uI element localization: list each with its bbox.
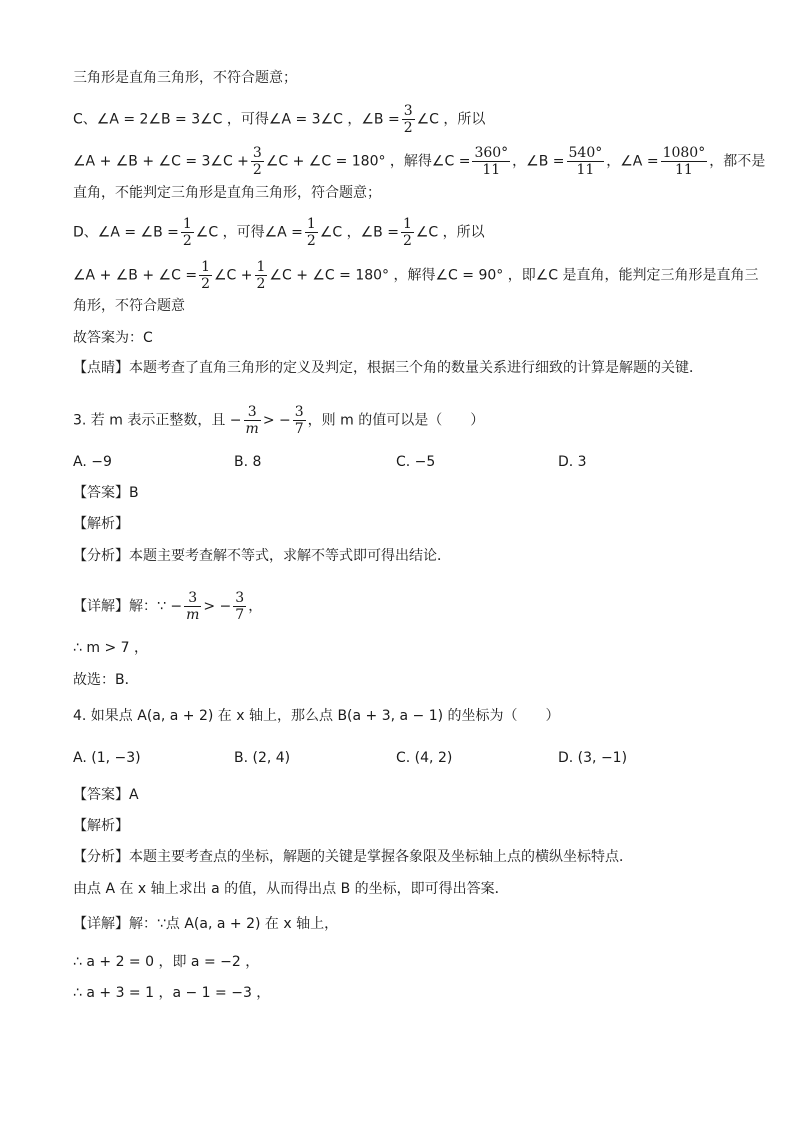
denominator: 2 bbox=[403, 120, 413, 136]
text-segment: > − bbox=[203, 598, 232, 615]
option-d: D. 3 bbox=[558, 454, 587, 470]
fraction bbox=[293, 404, 306, 437]
analysis-label: 【解析】 bbox=[73, 516, 129, 532]
fraction bbox=[661, 145, 708, 178]
detail-line bbox=[73, 590, 262, 623]
option-b: B. (2, 4) bbox=[234, 750, 291, 766]
text-line: 角形，不符合题意 bbox=[73, 298, 185, 314]
numerator: 3 bbox=[294, 404, 304, 420]
numerator: 1 bbox=[182, 216, 192, 232]
text-segment: D、∠A = ∠B = bbox=[73, 224, 179, 241]
fraction bbox=[199, 259, 212, 292]
question-4-stem: 4. 如果点 A(a, a + 2) 在 x 轴上，那么点 B(a + 3, a − 1) 的坐标为（ ） bbox=[73, 708, 560, 724]
analysis-text: 【分析】本题主要考查解不等式，求解不等式即可得出结论． bbox=[73, 548, 451, 564]
text-segment: C、∠A = 2∠B = 3∠C ，可得∠A = 3∠C ，∠B = bbox=[73, 111, 400, 128]
text-line: 三角形是直角三角形，不符合题意； bbox=[73, 70, 297, 86]
option-d: D. (3, −1) bbox=[558, 750, 628, 766]
numerator: 3 bbox=[188, 590, 198, 606]
text-segment: ∠C ，∠B = bbox=[319, 224, 399, 241]
numerator: 3 bbox=[235, 590, 245, 606]
analysis-text-2: 由点 A 在 x 轴上求出 a 的值，从而得出点 B 的坐标，即可得出答案． bbox=[73, 881, 509, 897]
question-3-stem bbox=[73, 404, 484, 437]
denominator: 2 bbox=[402, 233, 412, 249]
text-segment: ∠C ，所以 bbox=[416, 111, 486, 128]
fraction bbox=[305, 216, 318, 249]
text-segment: ∠C + bbox=[213, 267, 253, 284]
analysis-label: 【解析】 bbox=[73, 818, 129, 834]
text-segment: ∠A + ∠B + ∠C = 3∠C + bbox=[73, 153, 249, 170]
numerator: 1 bbox=[256, 259, 266, 275]
option-a: A. −9 bbox=[73, 454, 112, 470]
fraction bbox=[567, 145, 605, 178]
denominator: 11 bbox=[567, 161, 605, 178]
numerator: 3 bbox=[247, 404, 257, 420]
text-segment: ，∠B = bbox=[512, 153, 565, 170]
answer-label: 【答案】A bbox=[73, 787, 139, 803]
numerator: 1080° bbox=[662, 145, 706, 161]
text-segment: ，都不是 bbox=[709, 153, 766, 170]
fraction bbox=[184, 590, 201, 623]
text-segment: 【详解】解：∵ − bbox=[73, 598, 183, 615]
option-c: C. −5 bbox=[396, 454, 436, 470]
text-segment: ∠C ，可得∠A = bbox=[195, 224, 303, 241]
option-c-equation bbox=[73, 145, 765, 178]
note-line: 【点睛】本题考查了直角三角形的定义及判定，根据三个角的数量关系进行细致的计算是解题的关键． bbox=[73, 360, 703, 376]
denominator: 2 bbox=[256, 276, 266, 292]
numerator: 3 bbox=[252, 145, 262, 161]
detail-line: 【详解】解：∵点 A(a, a + 2) 在 x 轴上， bbox=[73, 916, 339, 932]
fraction bbox=[251, 145, 264, 178]
text-segment: ∠C ，所以 bbox=[415, 224, 485, 241]
denominator: 2 bbox=[252, 162, 262, 178]
option-d-line bbox=[73, 216, 485, 249]
option-b: B. 8 bbox=[234, 454, 262, 470]
fraction bbox=[401, 216, 414, 249]
denominator: 7 bbox=[294, 421, 304, 437]
option-c: C. (4, 2) bbox=[396, 750, 453, 766]
text-segment: ，则 m 的值可以是（ ） bbox=[307, 412, 485, 429]
text-segment: > − bbox=[262, 412, 291, 429]
denominator: 11 bbox=[661, 161, 708, 178]
fraction bbox=[255, 259, 268, 292]
text-segment: ， bbox=[248, 598, 263, 615]
fraction bbox=[181, 216, 194, 249]
denominator: 2 bbox=[182, 233, 192, 249]
denominator: 7 bbox=[235, 607, 245, 623]
fraction bbox=[402, 103, 415, 136]
fraction bbox=[233, 590, 246, 623]
denominator: 2 bbox=[306, 233, 316, 249]
text-segment: 3. 若 m 表示正整数，且 − bbox=[73, 412, 242, 429]
option-d-equation bbox=[73, 259, 759, 292]
fraction bbox=[472, 145, 510, 178]
text-segment: ∠C + ∠C = 180° ，解得∠C = bbox=[265, 153, 471, 170]
text-segment: ∠C + ∠C = 180° ，解得∠C = 90° ，即∠C 是直角，能判定三角形是直角三 bbox=[269, 267, 759, 284]
text-line: 直角，不能判定三角形是直角三角形，符合题意； bbox=[73, 185, 381, 201]
text-segment: ，∠A = bbox=[606, 153, 659, 170]
numerator: 1 bbox=[306, 216, 316, 232]
option-c-line bbox=[73, 103, 485, 136]
denominator: 2 bbox=[201, 276, 210, 292]
numerator: 1 bbox=[402, 216, 412, 232]
numerator: 540° bbox=[568, 145, 603, 161]
answer-line: 故答案为：C bbox=[73, 330, 153, 346]
step-line: ∴ a + 2 = 0 ，即 a = −2 ， bbox=[73, 954, 260, 970]
step-line: ∴ m > 7 ， bbox=[73, 640, 148, 656]
fraction bbox=[244, 404, 261, 437]
answer-label: 【答案】B bbox=[73, 485, 139, 501]
denominator: m bbox=[186, 607, 200, 623]
denominator: 11 bbox=[472, 161, 510, 178]
numerator: 1 bbox=[201, 259, 210, 275]
analysis-text: 【分析】本题主要考查点的坐标，解题的关键是掌握各象限及坐标轴上点的横纵坐标特点． bbox=[73, 849, 633, 865]
step-line: ∴ a + 3 = 1 ，a − 1 = −3 ， bbox=[73, 985, 271, 1001]
denominator: m bbox=[245, 421, 259, 437]
choose-line: 故选：B． bbox=[73, 672, 139, 688]
numerator: 360° bbox=[474, 145, 509, 161]
text-segment: ∠A + ∠B + ∠C = bbox=[73, 267, 198, 284]
numerator: 3 bbox=[403, 103, 413, 119]
option-a: A. (1, −3) bbox=[73, 750, 141, 766]
